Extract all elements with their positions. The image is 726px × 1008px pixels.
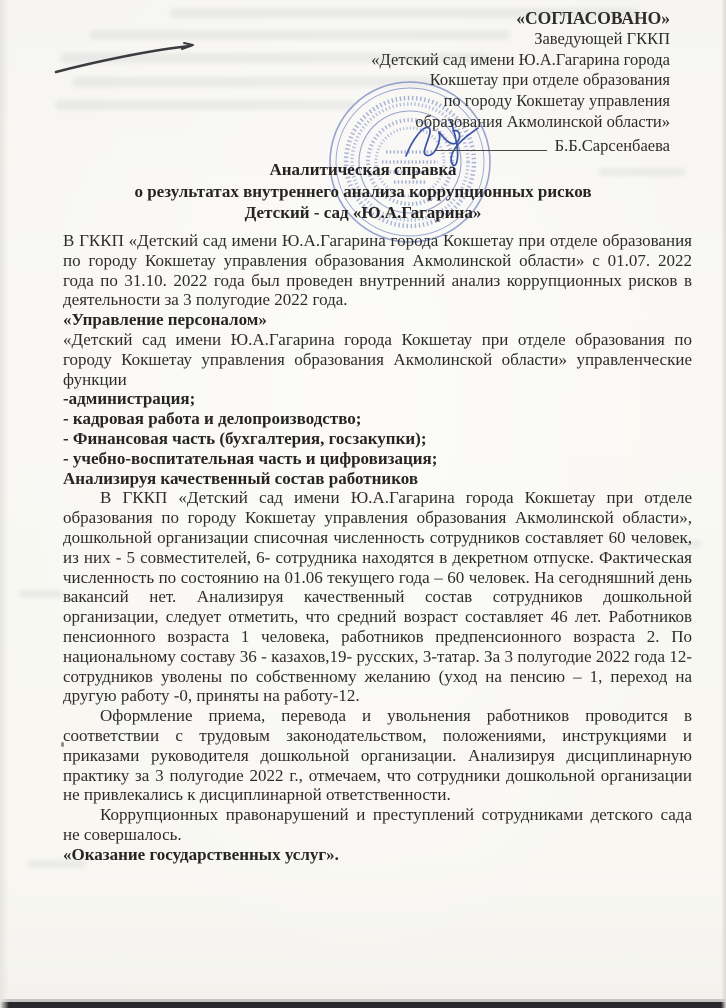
body-paragraph: Оформление приема, перевода и увольнения работников проводится в соответствии с трудовым законодательством, положениями, инструкциями и приказами руководителя дошкольной организации. Анализируя дисциплинарную практику за 3 полугодие 2022 г., отмечаем, что сотрудники дошкольной организации не привлекались к дисциплинарной ответственности. bbox=[63, 706, 692, 805]
approval-line: Заведующей ГККП bbox=[534, 28, 670, 48]
list-item: - учебно-воспитательная часть и цифровизация; bbox=[63, 448, 438, 468]
approval-line: «Детский сад имени Ю.А.Гагарина города bbox=[371, 49, 670, 69]
approval-stamp-word: «СОГЛАСОВАНО» bbox=[516, 8, 670, 28]
approval-line: по городу Кокшетау управления bbox=[443, 91, 670, 111]
section-heading: Анализируя качественный состав работников bbox=[63, 468, 419, 488]
approval-line: Кокшетау при отделе образования bbox=[429, 70, 670, 90]
body-paragraph: Коррупционных правонарушений и преступлений сотрудниками детского сада не совершалось. bbox=[63, 805, 692, 844]
signature-line bbox=[435, 136, 547, 151]
scan-bottom-bar bbox=[0, 1002, 726, 1008]
signer-name: Б.Б.Сарсенбаева bbox=[554, 135, 670, 155]
list-item: - кадровая работа и делопроизводство; bbox=[63, 409, 362, 429]
list-item: - Финансовая часть (бухгалтерия, госзакупки); bbox=[63, 428, 427, 448]
scan-edge-left bbox=[0, 0, 9, 1008]
title-line: Аналитическая справка bbox=[269, 160, 457, 179]
pen-stroke-mark bbox=[50, 36, 210, 80]
bleedthrough-artifact bbox=[55, 100, 355, 110]
title-line: Детский - сад «Ю.А.Гагарина» bbox=[244, 203, 482, 222]
approval-block bbox=[371, 8, 670, 157]
section-heading: «Управление персоналом» bbox=[63, 310, 267, 330]
document-body bbox=[63, 231, 692, 865]
body-paragraph: «Детский сад имени Ю.А.Гагарина города Кокшетау при отделе образования по городу Кокшетау управления образования Акмолинской области» управленческие функции bbox=[63, 329, 692, 389]
approval-line: образования Акмолинской области» bbox=[415, 111, 670, 131]
document-title bbox=[0, 159, 726, 224]
bleedthrough-artifact bbox=[18, 590, 63, 598]
title-line: о результатах внутреннего анализа коррупционных рисков bbox=[134, 181, 592, 201]
scan-edge-right bbox=[721, 0, 726, 1008]
body-paragraph: В ГККП «Детский сад имени Ю.А.Гагарина города Кокшетау при отделе образования по городу Кокшетау управления образования Акмолинской области» с 01.07. 2022 года по 31.10. 2022 года был проведен внутренний анализ коррупционных рисков в деятельности за 3 полугодие 2022 года. bbox=[63, 231, 692, 310]
section-heading: «Оказание государственных услуг». bbox=[63, 844, 339, 864]
signature-row bbox=[371, 136, 670, 157]
list-item: -администрация; bbox=[63, 389, 196, 409]
body-paragraph: В ГККП «Детский сад имени Ю.А.Гагарина города Кокшетау при отделе образования по городу Кокшетау управления образования Акмолинской области», дошкольной организации списочная численность сотрудников составляет 60 человек, из них - 5 совместителей, 6- сотрудника находятся в декретном отпуске. Фактическая численность по состоянию на 01.06 текущего года – 60 человек. На сегодняшний день вакансий нет. Анализируя качественный состав сотрудников дошкольной организации, следует отметить, что средний возраст составляет 46 лет. Работников пенсионного возраста 1 человека, работников предпенсионного возраста 2. По национальному составу 36 - казахов,19- русских, 3-татар. За 3 полугодие 2022 года 12- сотрудников уволены по собственному желанию (уход на пенсию – 1, переход на другую работу -0, приняты на работу-12. bbox=[63, 488, 692, 706]
